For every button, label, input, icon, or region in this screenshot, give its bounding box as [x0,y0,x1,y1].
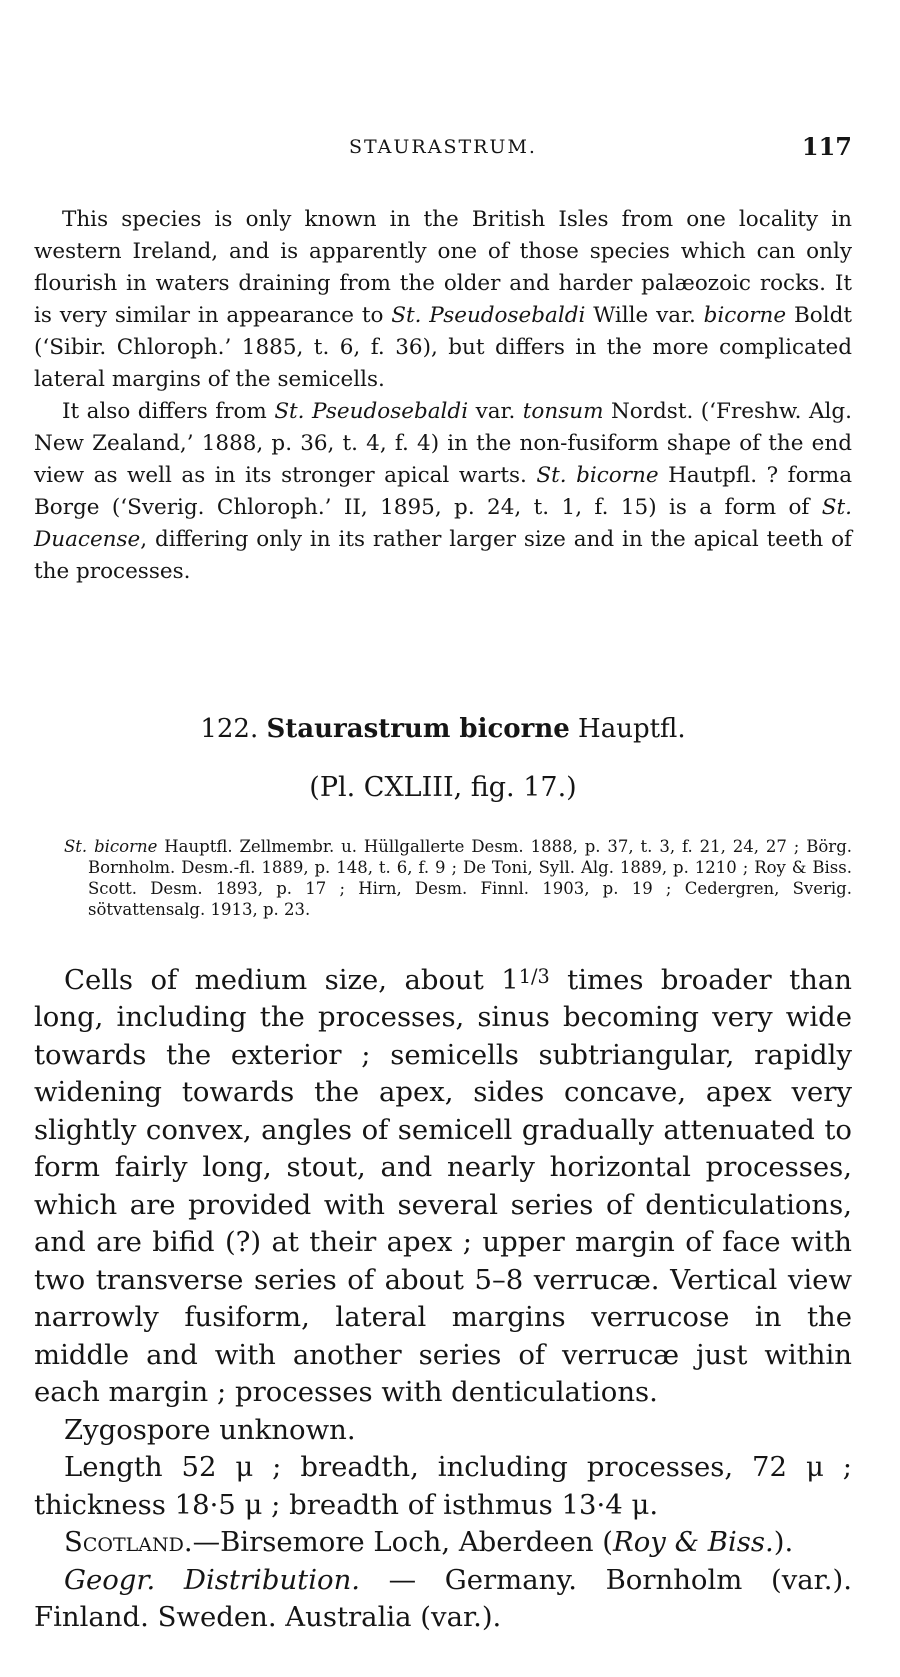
measurements: Length 52 μ ; breadth, including processes, 72 μ ; thickness 18·5 μ ; breadth of isthmus 13·4 μ. [34,1451,852,1521]
intro-text [34,204,852,588]
plate-reference: (Pl. CXLIII, fig. 17.) [309,772,577,803]
geographic-distribution: Geogr. Distribution. — Germany. Bornholm (var.). Finland. Sweden. Australia (var.). [34,1563,852,1634]
running-head [34,132,852,162]
running-title: STAURASTRUM. [349,136,537,158]
locality-scotland: Scotland.—Birsemore Loch, Aberdeen (Roy & Biss.). [64,1526,794,1559]
zygospore-note: Zygospore unknown. [64,1413,356,1446]
species-heading [34,714,852,744]
page-number: 117 [801,132,852,161]
species-description [34,958,852,1637]
synonymy-text: St. bicorne Hauptfl. Zellmembr. u. Hüllgallerte Desm. 1888, p. 37, t. 3, f. 21, 24, 27 ; Börg. Bornholm. Desm.-fl. 1889, p. 148, t. 6, f. 9 ; De Toni, Syll. Alg. 1889, p. 1210 ; Roy & Biss. Scott. Desm. 1893, p. 17 ; Hirn, Desm. Finnl. 1903, p. 19 ; Cedergren, Sverig. sötvattensalg. 1913, p. 23. [64,837,853,919]
intro-paragraph-1: This species is only known in the British Isles from one locality in western Ireland, and is apparently one of those species which can only flourish in waters draining from the older and harder palæozoic rocks. It is very similar in appearance to St. Pseudosebaldi Wille var. bicorne Boldt (‘Sibir. Chloroph.’ 1885, t. 6, f. 36), but differs in the more complicated lateral margins of the semicells. [34,207,852,392]
species-name: Staurastrum bicorne [266,714,570,744]
species-author: Hauptfl. [578,714,686,744]
fraction: 1/3 [518,965,550,988]
intro-paragraph-2: It also differs from St. Pseudosebaldi var. tonsum Nordst. (‘Freshw. Alg. New Zealand,’ 1888, p. 36, t. 4, f. 4) in the non-fusiform shape of the end view as well as in its stronger apical warts. St. bicorne Hautpfl. ? forma Borge (‘Sverig. Chloroph.’ II, 1895, p. 24, t. 1, f. 15) is a form of St. Duacense, differing only in its rather larger size and in the apical teeth of the processes. [34,399,853,584]
synonymy [64,836,852,920]
description-paragraph: Cells of medium size, about $1^{1/3}$ times broader than long, including the processes, sinus becoming very wide towards the exterior ; semicells subtriangular, rapidly widening towards the apex, sides concave, apex very slightly convex, angles of semicell gradually attenuated to form fairly long, stout, and nearly horizontal processes, which are provided with several series of denticulations, and are bifid (?) at their apex ; upper margin of face with two transverse series of about 5–8 verrucæ. Vertical view narrowly fusiform, lateral margins verrucose in the middle and with another series of verrucæ just within each margin ; processes with denticulations. [34,963,852,1409]
species-number: 122. [200,714,259,744]
